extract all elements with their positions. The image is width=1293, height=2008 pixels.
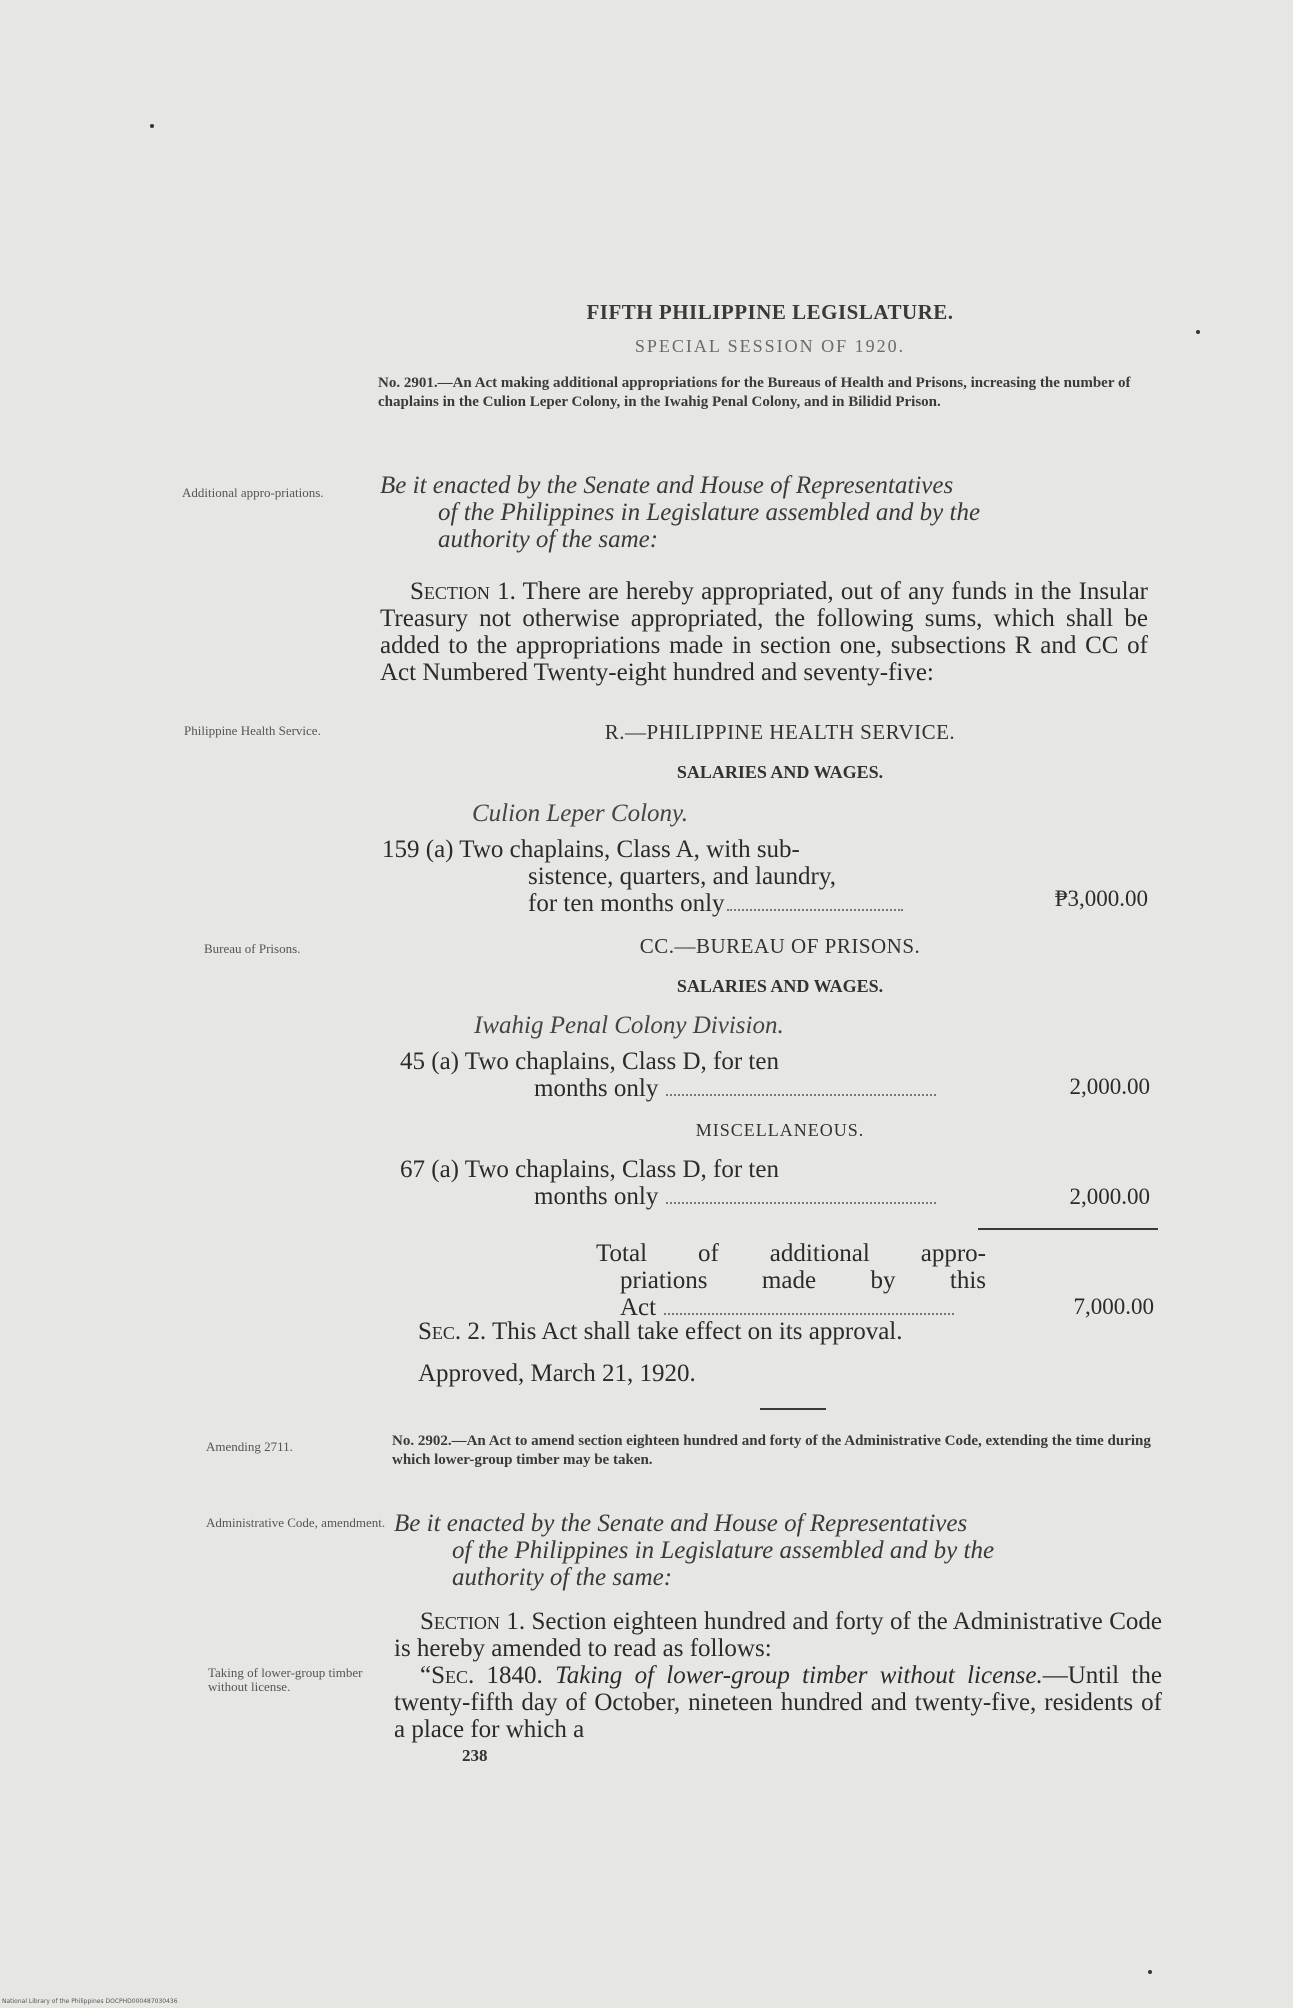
item-line: months only: [534, 1183, 659, 1210]
scan-speck: [1196, 330, 1200, 334]
enacting-line: of the Philippines in Legislature assembled and by the: [438, 499, 981, 526]
dot-leader: [664, 1312, 954, 1315]
total-rule: [978, 1228, 1158, 1230]
enacting-clause: [380, 472, 1160, 553]
scan-speck: [1148, 1970, 1152, 1974]
act-number: No. 2902.: [392, 1433, 452, 1449]
act-2902-section-1: [394, 1608, 1162, 1662]
item-line: 45 (a) Two chaplains, Class D, for ten: [400, 1048, 779, 1075]
section-label: Section: [420, 1608, 500, 1635]
quote-lead: “Sec. 1840.: [420, 1662, 556, 1689]
section-label: Sec.: [418, 1318, 462, 1345]
item-45: [400, 1048, 1000, 1102]
total-block: [596, 1240, 986, 1321]
total-amount: 7,000.00: [1073, 1294, 1154, 1319]
act-number: No. 2901.: [378, 375, 438, 391]
total-line: priations made by this: [620, 1267, 986, 1294]
item-line: months only: [534, 1075, 659, 1102]
act-title: —An Act making additional appropriations for the Bureaus of Health and Prisons, increasing the number of chaplains in the Culion Leper Colony, in the Iwahig Penal Colony, and in Bilidid Prison.: [378, 375, 1131, 410]
iwahig-subheading: Iwahig Penal Colony Division.: [474, 1012, 784, 1039]
margin-note-taking-timber: Taking of lower-group timber without license.: [208, 1665, 363, 1694]
item-line-leader: [400, 1183, 1000, 1210]
miscellaneous-heading: MISCELLANEOUS.: [695, 1120, 865, 1140]
salaries-heading: SALARIES AND WAGES.: [676, 976, 884, 996]
item-45-amount: 2,000.00: [1069, 1074, 1150, 1099]
enacting-line: of the Philippines in Legislature assembled and by the: [452, 1537, 995, 1564]
dot-leader: [727, 908, 903, 911]
approved-line: Approved, March 21, 1920.: [418, 1360, 696, 1387]
legislature-heading: FIFTH PHILIPPINE LEGISLATURE.: [586, 300, 954, 324]
act-separator-rule: [760, 1408, 826, 1410]
subsection-cc-title: CC.—BUREAU OF PRISONS.: [639, 934, 921, 958]
item-159: [382, 836, 982, 917]
section-text: 2. This Act shall take effect on its approval.: [461, 1318, 903, 1345]
act-2902-heading: [392, 1432, 1160, 1470]
section-1840-quote: [394, 1662, 1162, 1743]
scan-speck: [150, 124, 154, 128]
enacting-line: authority of the same:: [438, 526, 659, 553]
section-text: 1. There are hereby appropriated, out of any funds in the Insular Treasury not otherwise appropriated, the following sums, which shall be added to the appropriations made in section one, subsections R and CC of Act Numbered Twenty-eight hundred and seventy-five:: [380, 578, 1148, 686]
item-line: 67 (a) Two chaplains, Class D, for ten: [400, 1156, 779, 1183]
dot-leader: [666, 1201, 936, 1204]
act-2901-heading: [378, 374, 1146, 412]
section-1-paragraph: [380, 578, 1148, 686]
item-line-leader: [400, 1075, 1000, 1102]
page-number: 238: [462, 1746, 488, 1765]
quote-text: —Until the twenty-fifth day of October, nineteen hundred and twenty-five, residents of a place for which a: [394, 1662, 1162, 1743]
dot-leader: [666, 1093, 936, 1096]
item-159-amount: ₱3,000.00: [1054, 886, 1148, 911]
enacting-line: Be it enacted by the Senate and House of Representatives: [380, 472, 954, 499]
margin-note-amending: Amending 2711.: [206, 1439, 293, 1454]
culion-subheading: Culion Leper Colony.: [472, 800, 688, 827]
margin-note-administrative-code: Administrative Code, amendment.: [206, 1515, 386, 1530]
section-label: Section: [410, 578, 490, 605]
enacting-line: authority of the same:: [452, 1564, 673, 1591]
item-67: [400, 1156, 1000, 1210]
item-line: 159 (a) Two chaplains, Class A, with sub-: [382, 836, 800, 863]
salaries-heading: SALARIES AND WAGES.: [676, 762, 884, 782]
total-line: Act: [620, 1294, 657, 1321]
enacting-line: Be it enacted by the Senate and House of Representatives: [394, 1510, 968, 1537]
subsection-r-title: R.—PHILIPPINE HEALTH SERVICE.: [604, 720, 956, 744]
scan-footer-meta: National Library of the Philippines DOCPHD000487030436: [2, 1998, 178, 2005]
margin-note-health-service: Philippine Health Service.: [184, 723, 321, 738]
section-2-paragraph: [418, 1318, 1158, 1345]
session-heading: SPECIAL SESSION OF 1920.: [634, 336, 906, 356]
quote-title: Taking of lower-group timber without license.: [555, 1662, 1043, 1689]
total-line-leader: [596, 1294, 986, 1321]
item-line: sistence, quarters, and laundry,: [528, 863, 836, 890]
item-67-amount: 2,000.00: [1069, 1184, 1150, 1209]
margin-note-additional-appropriations: Additional appro-priations.: [182, 485, 324, 500]
item-line-leader: [382, 890, 982, 917]
enacting-clause: [394, 1510, 1174, 1591]
total-line: Total of additional appro-: [596, 1240, 986, 1267]
item-line: for ten months only: [528, 890, 725, 917]
margin-note-bureau-prisons: Bureau of Prisons.: [204, 941, 301, 956]
act-title: —An Act to amend section eighteen hundred and forty of the Administrative Code, extending the time during which lower-group timber may be taken.: [392, 1433, 1151, 1468]
section-text: 1. Section eighteen hundred and forty of the Administrative Code is hereby amended to read as follows:: [394, 1608, 1162, 1662]
